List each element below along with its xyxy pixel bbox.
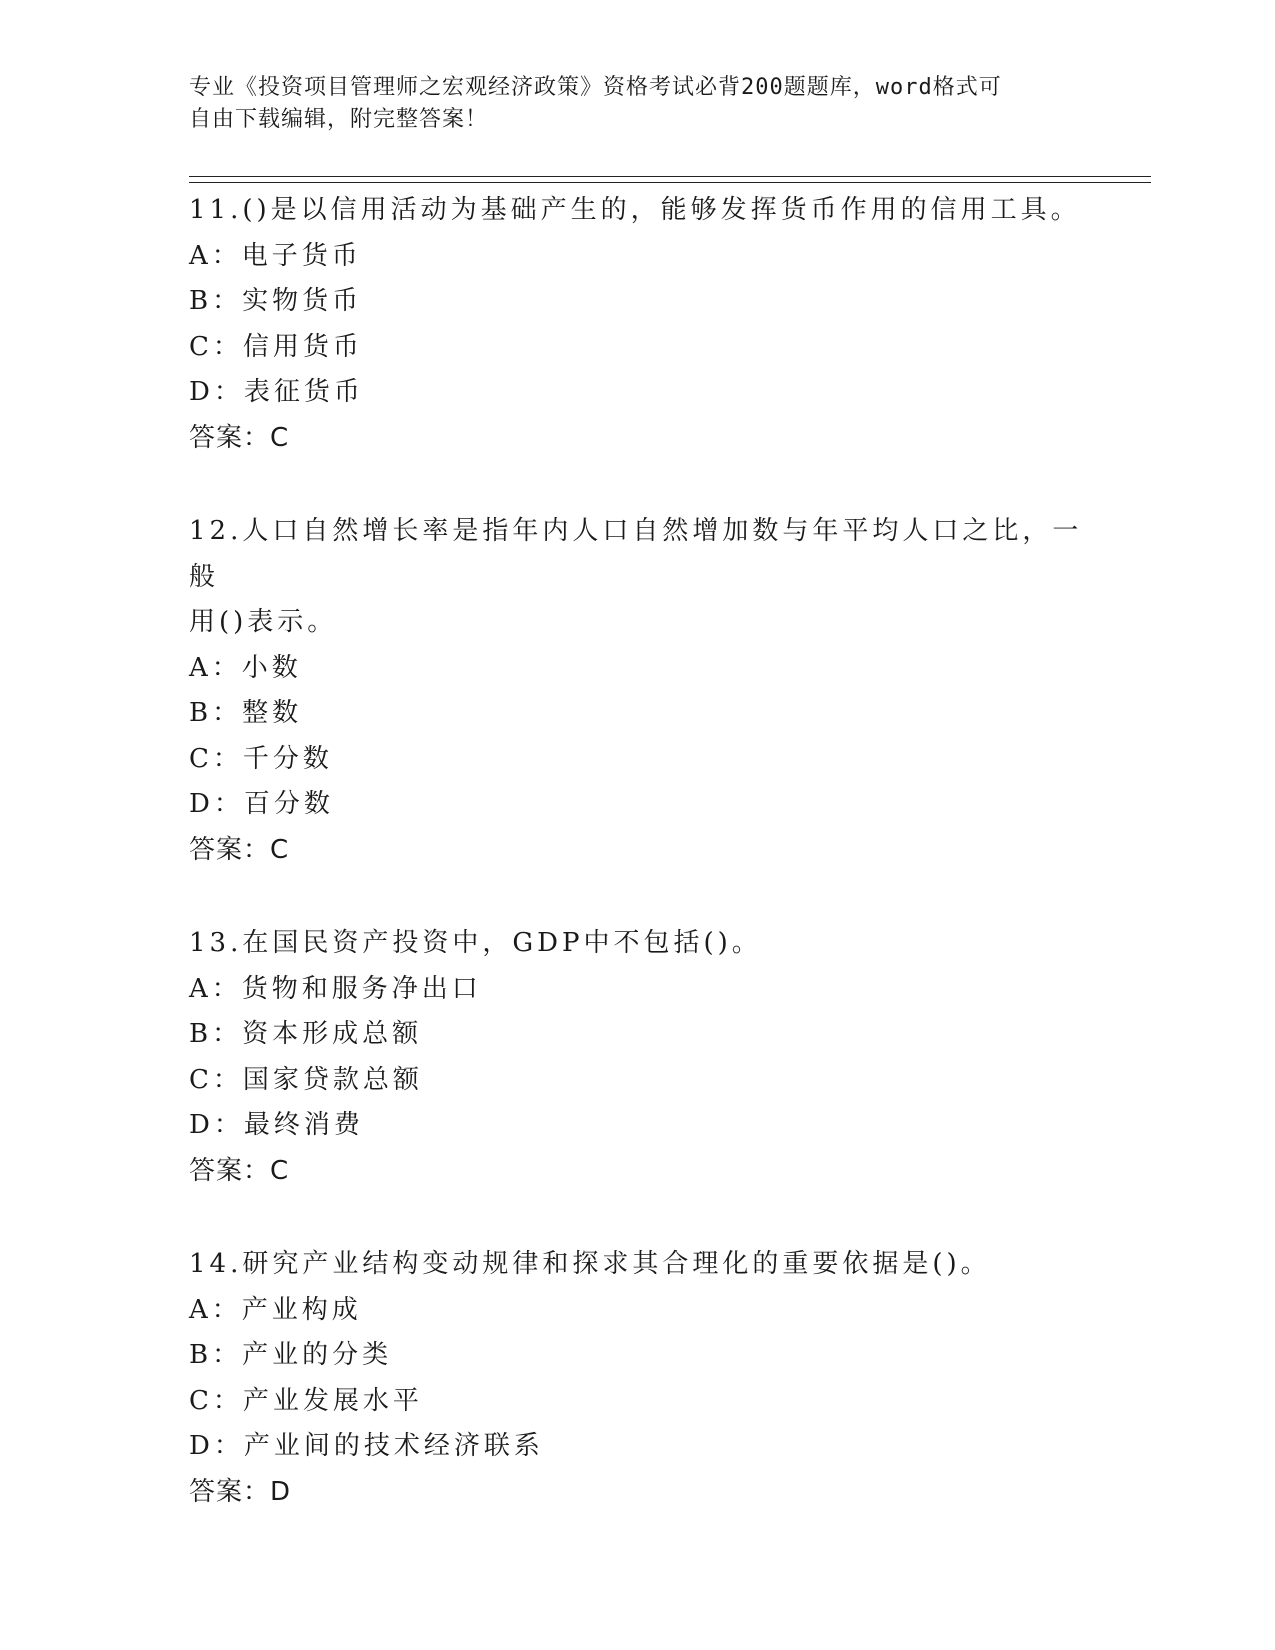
question-12	[189, 509, 1089, 873]
question-13	[189, 921, 1089, 1194]
option-c: C：信用货币	[189, 331, 363, 362]
option-b: B：资本形成总额	[189, 1019, 423, 1049]
option-d: D：百分数	[189, 789, 334, 819]
option-b: B：实物货币	[189, 286, 363, 316]
answer-label: 答案：C	[189, 422, 290, 453]
option-c: C：千分数	[189, 743, 333, 774]
question-stem: 14.研究产业结构变动规律和探求其合理化的重要依据是()。	[189, 1249, 991, 1279]
question-11	[189, 188, 1089, 461]
answer-label: 答案：C	[189, 834, 290, 865]
option-b: B：产业的分类	[189, 1340, 393, 1370]
answer-label: 答案：D	[189, 1476, 292, 1507]
option-c: C：产业发展水平	[189, 1385, 423, 1416]
option-d: D：表征货币	[189, 377, 364, 407]
question-stem: 13.在国民资产投资中，GDP中不包括()。	[189, 928, 762, 958]
question-stem: 12.人口自然增长率是指年内人口自然增加数与年平均人口之比，一般	[189, 516, 1083, 592]
option-a: A：电子货币	[189, 240, 362, 271]
option-d: D：最终消费	[189, 1110, 364, 1140]
option-a: A：产业构成	[189, 1294, 362, 1325]
question-stem: 11.()是以信用活动为基础产生的，能够发挥货币作用的信用工具。	[189, 195, 1081, 225]
document-header	[189, 72, 1089, 136]
question-list	[189, 188, 1089, 1563]
option-d: D：产业间的技术经济联系	[189, 1431, 544, 1461]
question-stem-continued: 用()表示。	[189, 607, 338, 637]
answer-label: 答案：C	[189, 1155, 290, 1186]
header-divider-bottom	[189, 182, 1151, 183]
option-b: B：整数	[189, 698, 303, 728]
header-line-2: 自由下载编辑，附完整答案！	[189, 107, 489, 132]
header-divider-top	[189, 176, 1151, 177]
option-c: C：国家贷款总额	[189, 1064, 423, 1095]
option-a: A：小数	[189, 652, 302, 683]
question-14	[189, 1242, 1089, 1515]
header-line-1: 专业《投资项目管理师之宏观经济政策》资格考试必背200题题库，word格式可	[189, 75, 1002, 100]
option-a: A：货物和服务净出口	[189, 973, 482, 1004]
